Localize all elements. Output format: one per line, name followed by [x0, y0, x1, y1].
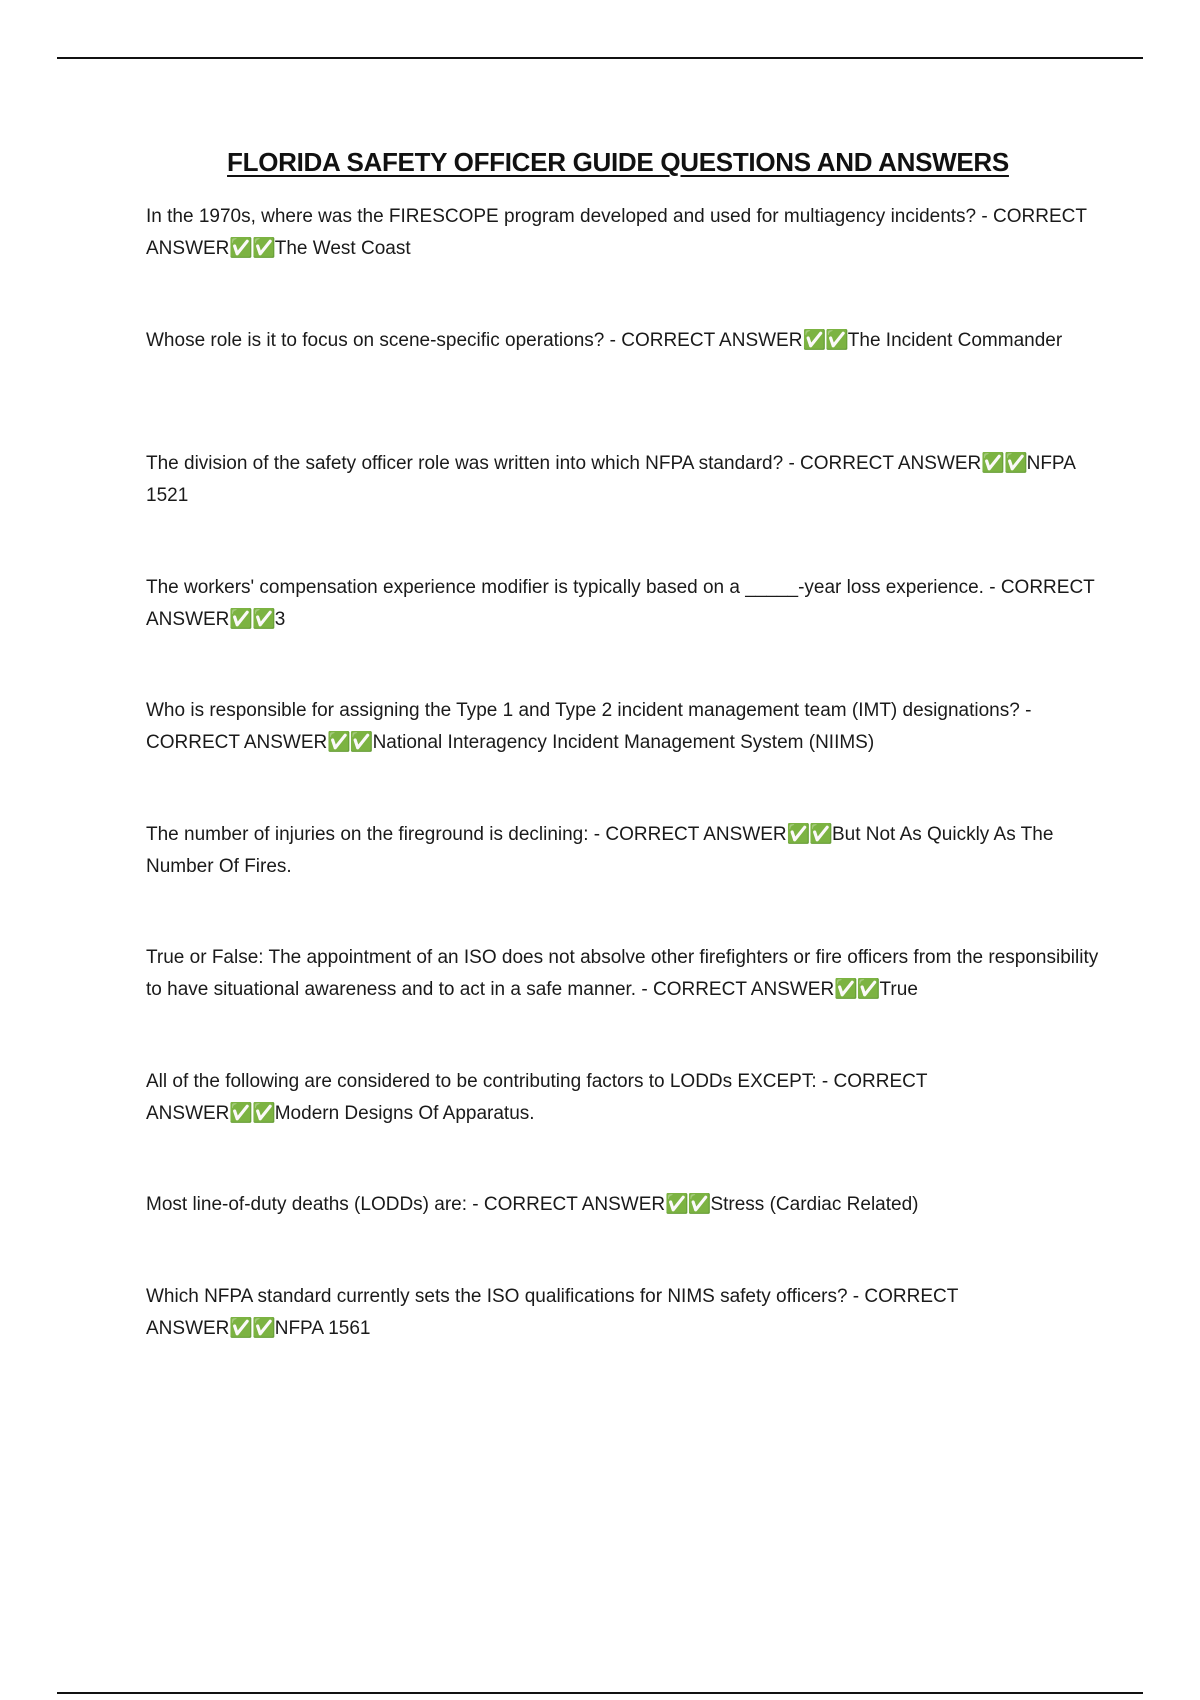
check-icon: ✅✅ — [786, 824, 832, 845]
check-icon: ✅✅ — [802, 330, 848, 351]
answer-text: The West Coast — [274, 238, 411, 259]
document-title: FLORIDA SAFETY OFFICER GUIDE QUESTIONS AND ANSWERS — [227, 147, 1009, 177]
qa-item-6 — [146, 819, 1106, 883]
answer-text: Stress (Cardiac Related) — [710, 1194, 919, 1215]
qa-item-9 — [146, 1189, 1106, 1221]
check-icon: ✅✅ — [981, 453, 1027, 474]
answer-label: - CORRECT ANSWER — [604, 330, 803, 351]
check-icon: ✅✅ — [229, 609, 275, 630]
answer-label: - CORRECT ANSWER — [588, 824, 787, 845]
qa-item-1 — [146, 201, 1106, 265]
question-text: Most line-of-duty deaths (LODDs) are: — [146, 1194, 468, 1215]
question-text: Whose role is it to focus on scene-specific operations? — [146, 330, 605, 351]
answer-text: The Incident Commander — [847, 330, 1063, 351]
question-text: Which NFPA standard currently sets the ISO qualifications for NIMS safety officers? — [146, 1286, 848, 1307]
qa-item-8 — [146, 1066, 1106, 1130]
question-text: The division of the safety officer role was written into which NFPA standard? — [146, 453, 784, 474]
question-text: In the 1970s, where was the FIRESCOPE program developed and used for multiagency incidents? — [146, 206, 977, 227]
answer-label: - CORRECT ANSWER — [636, 979, 835, 1000]
answer-label: - CORRECT ANSWER — [146, 577, 1095, 630]
answer-text: Modern Designs Of Apparatus. — [274, 1103, 535, 1124]
answer-text: NFPA 1561 — [274, 1318, 371, 1339]
answer-text: But Not As Quickly As The Number Of Fires. — [146, 824, 1054, 877]
check-icon: ✅✅ — [665, 1194, 711, 1215]
check-icon: ✅✅ — [229, 238, 275, 259]
qa-item-7 — [146, 942, 1106, 1006]
answer-label: - CORRECT ANSWER — [783, 453, 982, 474]
bottom-rule — [57, 1692, 1143, 1694]
check-icon: ✅✅ — [229, 1318, 275, 1339]
question-text: The workers' compensation experience modifier is typically based on a _____-year loss experience. — [146, 577, 984, 598]
qa-item-2 — [146, 325, 1106, 357]
answer-text: NFPA 1521 — [146, 453, 1075, 506]
qa-item-5 — [146, 695, 1106, 759]
top-rule — [57, 57, 1143, 59]
question-text: Who is responsible for assigning the Type 1 and Type 2 incident management team (IMT) designations? — [146, 700, 1020, 721]
qa-item-4 — [146, 572, 1106, 636]
qa-item-3 — [146, 448, 1106, 512]
check-icon: ✅✅ — [229, 1103, 275, 1124]
check-icon: ✅✅ — [834, 979, 880, 1000]
answer-text: 3 — [274, 609, 286, 630]
question-text: The number of injuries on the fireground is declining: — [146, 824, 589, 845]
qa-item-10 — [146, 1281, 1106, 1345]
question-text: True or False: The appointment of an ISO does not absolve other firefighters or fire officers from the responsibility to have situational awareness and to act in a safe manner. — [146, 947, 1099, 1000]
answer-label: - CORRECT ANSWER — [146, 1071, 928, 1124]
answer-text: True — [879, 979, 918, 1000]
answer-text: National Interagency Incident Management System (NIIMS) — [372, 732, 875, 753]
question-text: All of the following are considered to be contributing factors to LODDs EXCEPT: — [146, 1071, 817, 1092]
answer-label: - CORRECT ANSWER — [146, 700, 1032, 753]
check-icon: ✅✅ — [327, 732, 373, 753]
answer-label: - CORRECT ANSWER — [467, 1194, 666, 1215]
answer-label: - CORRECT ANSWER — [146, 1286, 959, 1339]
answer-label: - CORRECT ANSWER — [146, 206, 1087, 259]
